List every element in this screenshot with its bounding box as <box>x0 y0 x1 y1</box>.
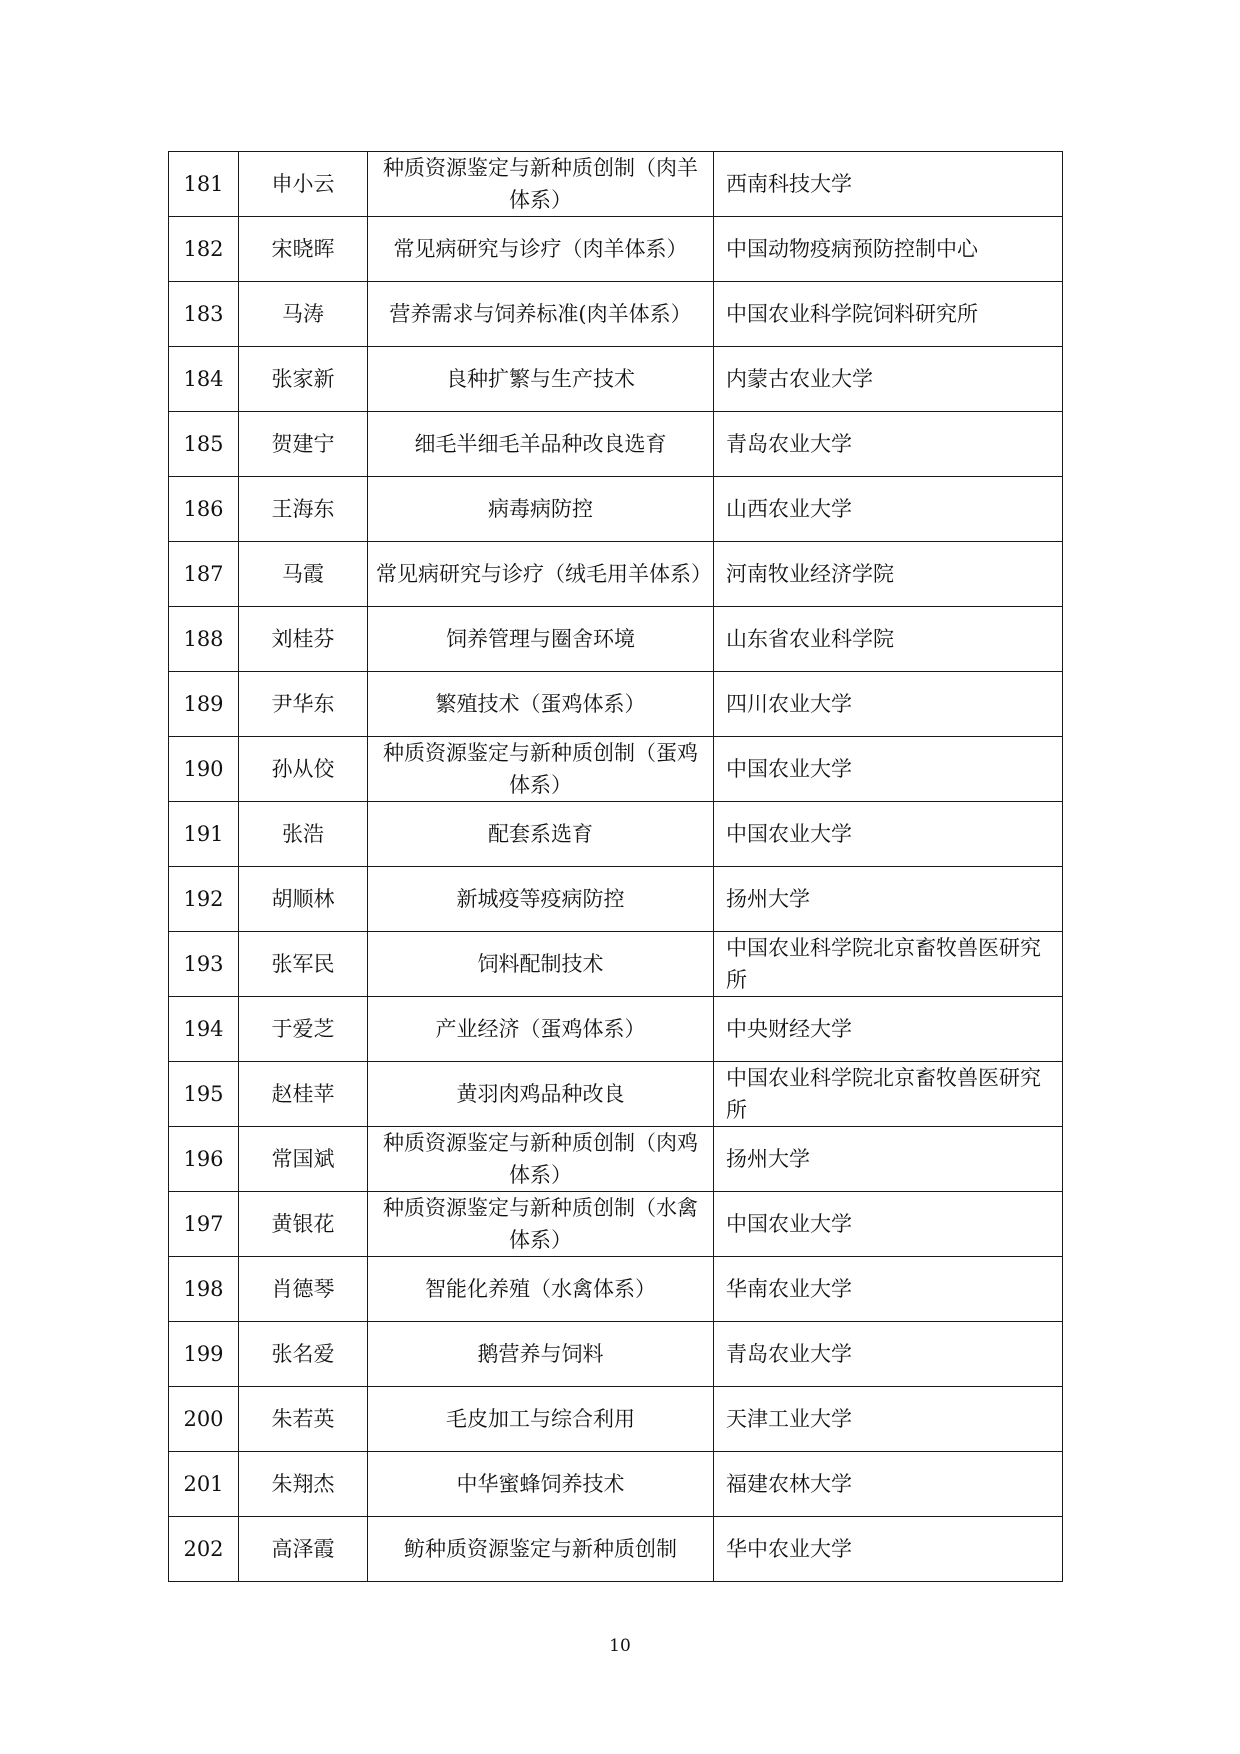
row-number-cell: 200 <box>169 1387 239 1452</box>
row-number-cell: 201 <box>169 1452 239 1517</box>
row-number-cell: 187 <box>169 542 239 607</box>
organization-cell: 中国农业科学院北京畜牧兽医研究所 <box>714 1062 1063 1127</box>
research-topic-cell: 鲂种质资源鉴定与新种质创制 <box>368 1517 714 1582</box>
row-number-cell: 188 <box>169 607 239 672</box>
row-number-cell: 198 <box>169 1257 239 1322</box>
organization-cell: 中国农业科学院北京畜牧兽医研究所 <box>714 932 1063 997</box>
expert-name-cell: 常国斌 <box>239 1127 368 1192</box>
table-row <box>169 152 1063 217</box>
page-number: 10 <box>609 1636 631 1656</box>
organization-cell: 山西农业大学 <box>714 477 1063 542</box>
research-topic-cell: 毛皮加工与综合利用 <box>368 1387 714 1452</box>
research-topic-cell: 常见病研究与诊疗（绒毛用羊体系） <box>368 542 714 607</box>
research-topic-cell: 常见病研究与诊疗（肉羊体系） <box>368 217 714 282</box>
expert-name-cell: 于爱芝 <box>239 997 368 1062</box>
row-number-cell: 196 <box>169 1127 239 1192</box>
organization-cell: 中国农业大学 <box>714 1192 1063 1257</box>
table-row <box>169 477 1063 542</box>
research-topic-cell: 智能化养殖（水禽体系） <box>368 1257 714 1322</box>
row-number-cell: 197 <box>169 1192 239 1257</box>
row-number-cell: 192 <box>169 867 239 932</box>
table-row <box>169 542 1063 607</box>
expert-name-cell: 张家新 <box>239 347 368 412</box>
expert-name-cell: 黄银花 <box>239 1192 368 1257</box>
organization-cell: 天津工业大学 <box>714 1387 1063 1452</box>
table-row <box>169 932 1063 997</box>
research-topic-cell: 良种扩繁与生产技术 <box>368 347 714 412</box>
organization-cell: 福建农林大学 <box>714 1452 1063 1517</box>
organization-cell: 青岛农业大学 <box>714 1322 1063 1387</box>
organization-cell: 华南农业大学 <box>714 1257 1063 1322</box>
table-row <box>169 737 1063 802</box>
organization-cell: 西南科技大学 <box>714 152 1063 217</box>
row-number-cell: 184 <box>169 347 239 412</box>
expert-list-table <box>168 151 1063 1582</box>
row-number-cell: 193 <box>169 932 239 997</box>
row-number-cell: 183 <box>169 282 239 347</box>
organization-cell: 中国农业大学 <box>714 737 1063 802</box>
organization-cell: 中国动物疫病预防控制中心 <box>714 217 1063 282</box>
expert-name-cell: 贺建宁 <box>239 412 368 477</box>
table-row <box>169 217 1063 282</box>
expert-name-cell: 朱若英 <box>239 1387 368 1452</box>
table-row <box>169 672 1063 737</box>
row-number-cell: 194 <box>169 997 239 1062</box>
table-row <box>169 1192 1063 1257</box>
table-row <box>169 282 1063 347</box>
research-topic-cell: 种质资源鉴定与新种质创制（肉鸡体系） <box>368 1127 714 1192</box>
table-row <box>169 802 1063 867</box>
research-topic-cell: 繁殖技术（蛋鸡体系） <box>368 672 714 737</box>
table-row <box>169 1257 1063 1322</box>
research-topic-cell: 饲养管理与圈舍环境 <box>368 607 714 672</box>
table-row <box>169 1322 1063 1387</box>
research-topic-cell: 种质资源鉴定与新种质创制（肉羊体系） <box>368 152 714 217</box>
expert-name-cell: 高泽霞 <box>239 1517 368 1582</box>
row-number-cell: 182 <box>169 217 239 282</box>
organization-cell: 内蒙古农业大学 <box>714 347 1063 412</box>
research-topic-cell: 种质资源鉴定与新种质创制（水禽体系） <box>368 1192 714 1257</box>
expert-name-cell: 张军民 <box>239 932 368 997</box>
research-topic-cell: 黄羽肉鸡品种改良 <box>368 1062 714 1127</box>
row-number-cell: 195 <box>169 1062 239 1127</box>
table-row <box>169 867 1063 932</box>
expert-name-cell: 孙从佼 <box>239 737 368 802</box>
organization-cell: 中国农业大学 <box>714 802 1063 867</box>
table-row <box>169 1387 1063 1452</box>
expert-name-cell: 张浩 <box>239 802 368 867</box>
research-topic-cell: 配套系选育 <box>368 802 714 867</box>
research-topic-cell: 新城疫等疫病防控 <box>368 867 714 932</box>
research-topic-cell: 中华蜜蜂饲养技术 <box>368 1452 714 1517</box>
expert-name-cell: 胡顺林 <box>239 867 368 932</box>
table-row <box>169 1062 1063 1127</box>
organization-cell: 四川农业大学 <box>714 672 1063 737</box>
expert-name-cell: 张名爱 <box>239 1322 368 1387</box>
table-row <box>169 997 1063 1062</box>
organization-cell: 河南牧业经济学院 <box>714 542 1063 607</box>
row-number-cell: 202 <box>169 1517 239 1582</box>
expert-name-cell: 王海东 <box>239 477 368 542</box>
research-topic-cell: 营养需求与饲养标准(肉羊体系） <box>368 282 714 347</box>
research-topic-cell: 病毒病防控 <box>368 477 714 542</box>
table-row <box>169 1127 1063 1192</box>
table-row <box>169 412 1063 477</box>
research-topic-cell: 细毛半细毛羊品种改良选育 <box>368 412 714 477</box>
expert-name-cell: 马霞 <box>239 542 368 607</box>
row-number-cell: 181 <box>169 152 239 217</box>
research-topic-cell: 鹅营养与饲料 <box>368 1322 714 1387</box>
organization-cell: 中央财经大学 <box>714 997 1063 1062</box>
expert-name-cell: 申小云 <box>239 152 368 217</box>
organization-cell: 山东省农业科学院 <box>714 607 1063 672</box>
research-topic-cell: 饲料配制技术 <box>368 932 714 997</box>
table-row <box>169 1517 1063 1582</box>
organization-cell: 中国农业科学院饲料研究所 <box>714 282 1063 347</box>
row-number-cell: 191 <box>169 802 239 867</box>
row-number-cell: 185 <box>169 412 239 477</box>
row-number-cell: 190 <box>169 737 239 802</box>
expert-name-cell: 宋晓晖 <box>239 217 368 282</box>
research-topic-cell: 产业经济（蛋鸡体系） <box>368 997 714 1062</box>
table-body <box>169 152 1063 1582</box>
expert-name-cell: 赵桂苹 <box>239 1062 368 1127</box>
organization-cell: 扬州大学 <box>714 867 1063 932</box>
expert-name-cell: 刘桂芬 <box>239 607 368 672</box>
row-number-cell: 186 <box>169 477 239 542</box>
table-row <box>169 1452 1063 1517</box>
row-number-cell: 199 <box>169 1322 239 1387</box>
expert-name-cell: 尹华东 <box>239 672 368 737</box>
expert-name-cell: 肖德琴 <box>239 1257 368 1322</box>
research-topic-cell: 种质资源鉴定与新种质创制（蛋鸡体系） <box>368 737 714 802</box>
organization-cell: 华中农业大学 <box>714 1517 1063 1582</box>
organization-cell: 青岛农业大学 <box>714 412 1063 477</box>
organization-cell: 扬州大学 <box>714 1127 1063 1192</box>
table-row <box>169 347 1063 412</box>
row-number-cell: 189 <box>169 672 239 737</box>
expert-name-cell: 朱翔杰 <box>239 1452 368 1517</box>
expert-name-cell: 马涛 <box>239 282 368 347</box>
table-row <box>169 607 1063 672</box>
